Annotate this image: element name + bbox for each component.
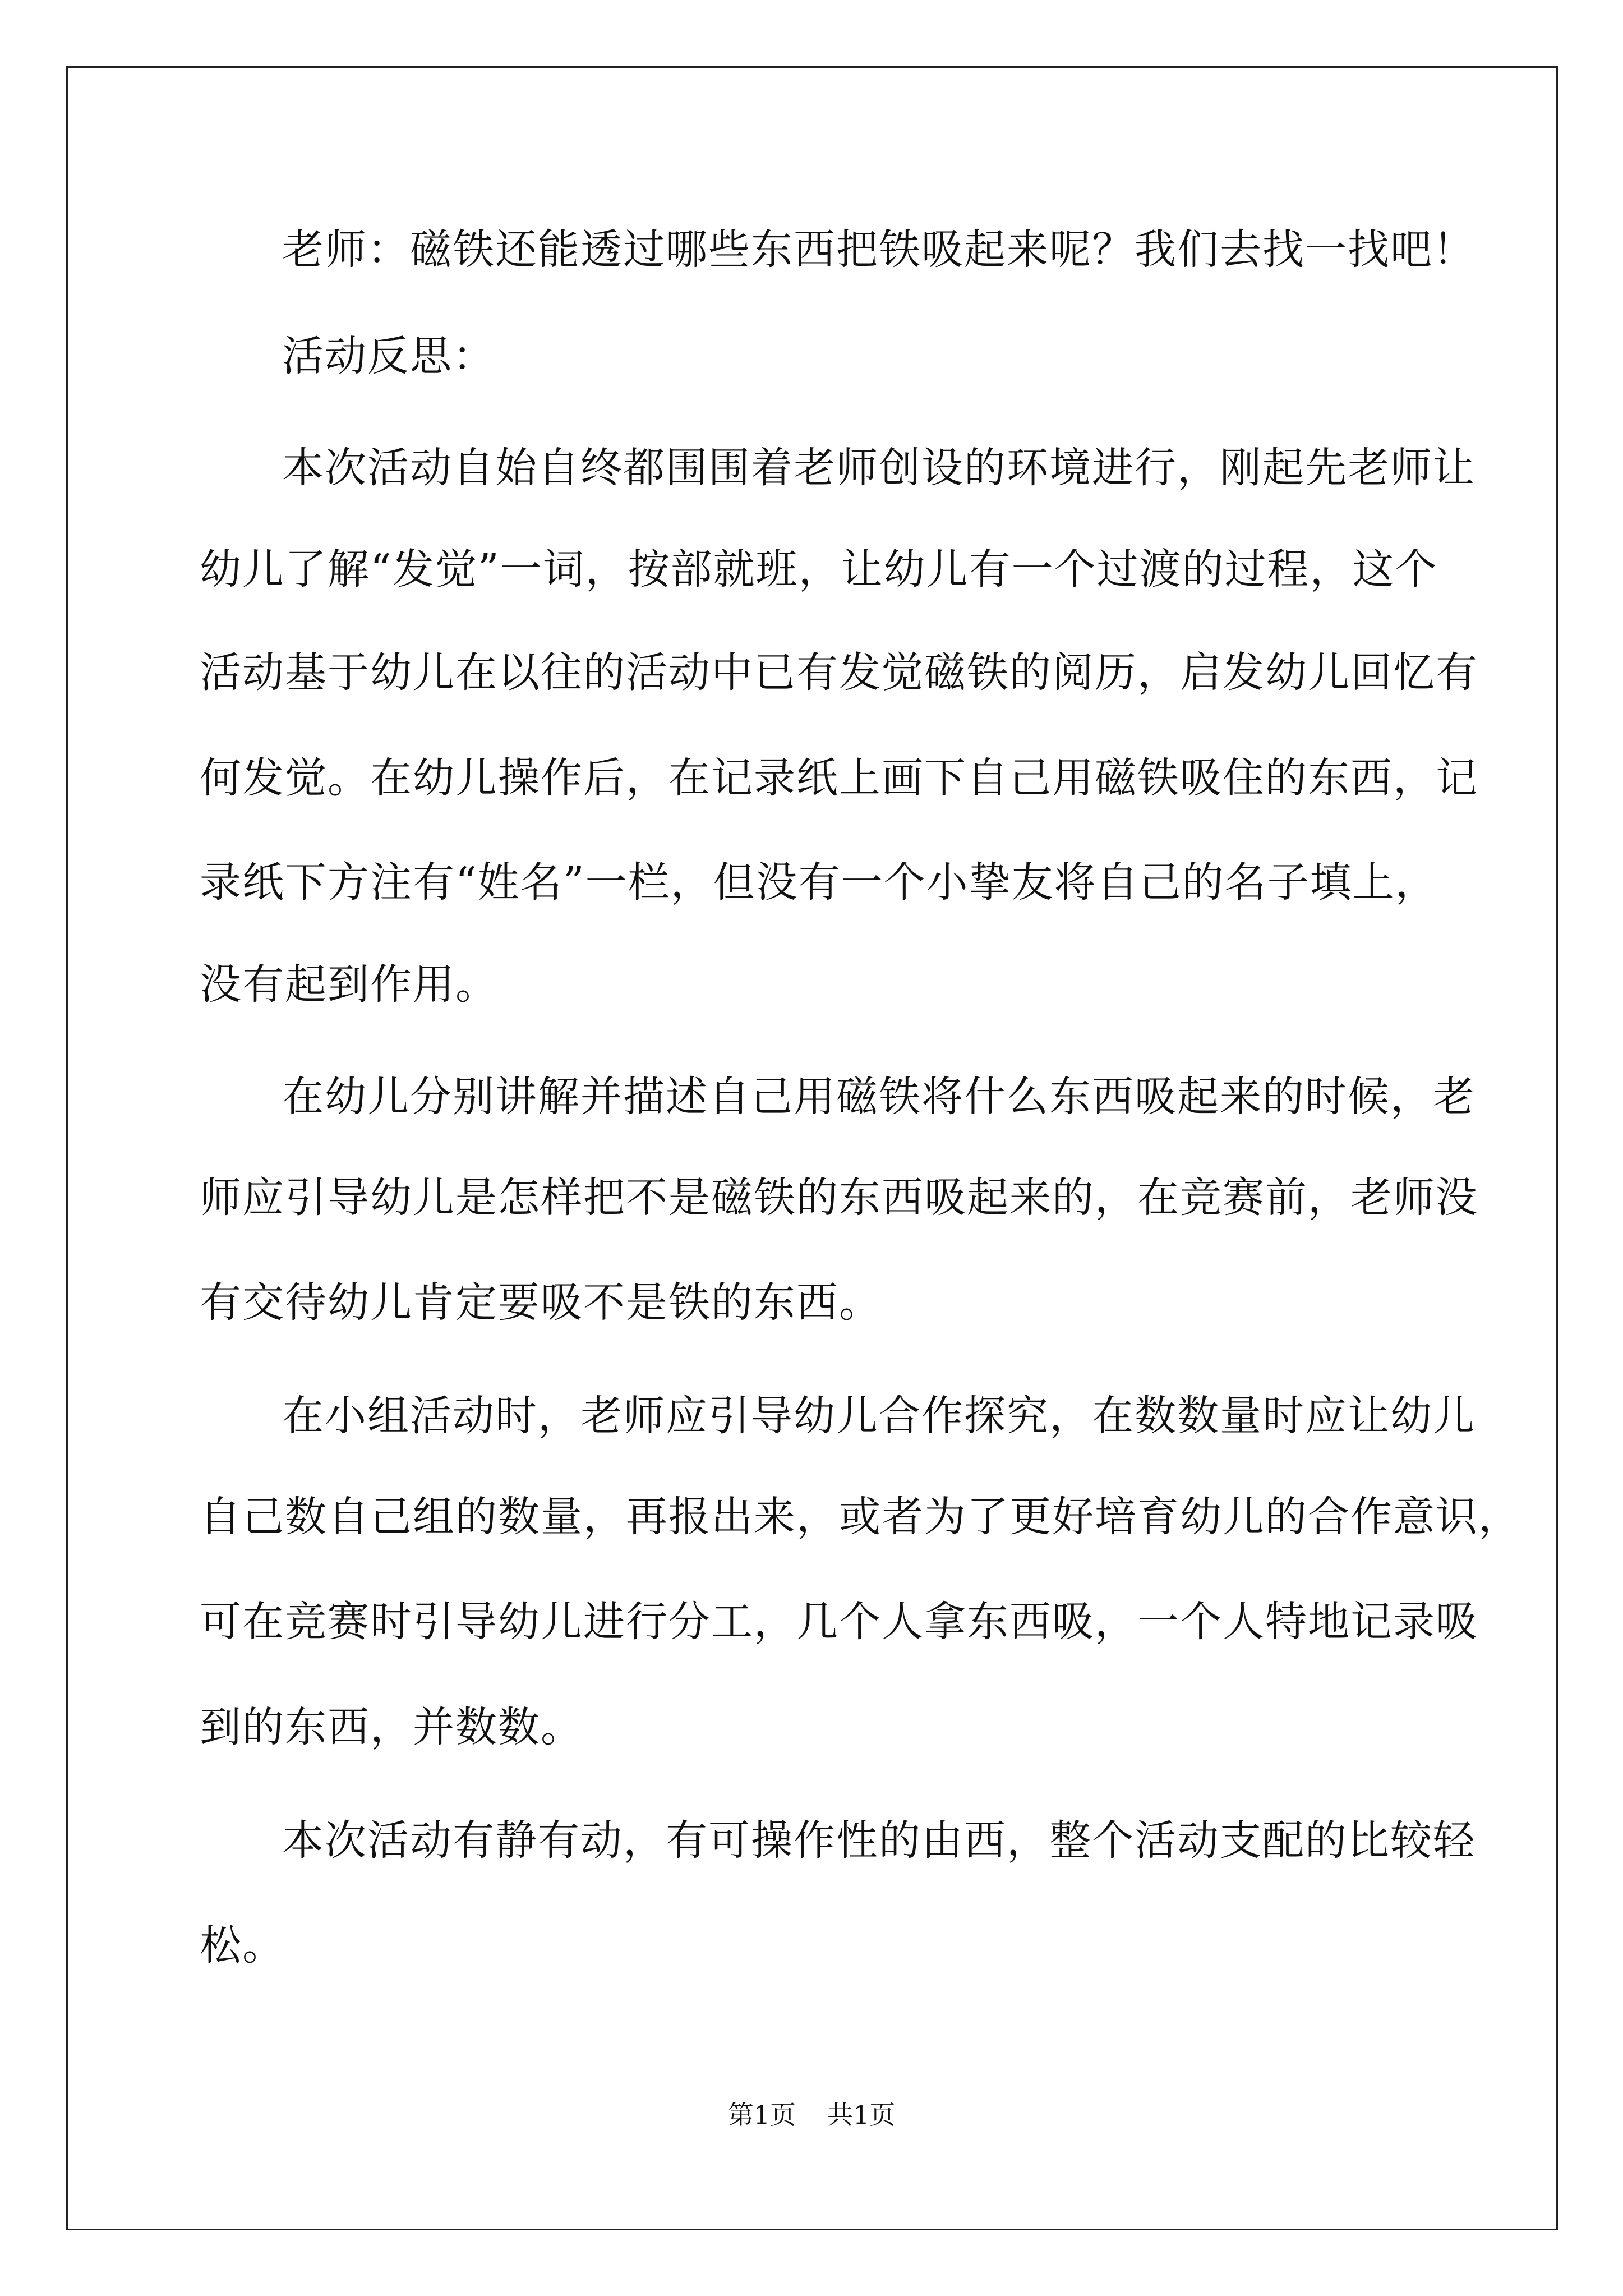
paragraph-line: 师应引导幼儿是怎样把不是磁铁的东西吸起来的，在竞赛前，老师没 xyxy=(200,1174,1478,1222)
paragraph-line: 幼儿了解“发觉”一词，按部就班，让幼儿有一个过渡的过程，这个 xyxy=(200,545,1438,593)
paragraph-line: 在幼儿分别讲解并描述自己用磁铁将什么东西吸起来的时候，老 xyxy=(282,1073,1476,1121)
paragraph-line: 老师：磁铁还能透过哪些东西把铁吸起来呢？我们去找一找吧！ xyxy=(282,226,1476,274)
paragraph-line: 可在竞赛时引导幼儿进行分工，几个人拿东西吸，一个人特地记录吸 xyxy=(200,1598,1478,1646)
paragraph-line: 活动基于幼儿在以往的活动中已有发觉磁铁的阅历，启发幼儿回忆有 xyxy=(200,648,1478,697)
page-total: 共1页 xyxy=(827,2100,896,2130)
page-border xyxy=(66,66,1558,2230)
paragraph-line: 在小组活动时，老师应引导幼儿合作探究，在数数量时应让幼儿 xyxy=(282,1392,1476,1440)
paragraph-line: 到的东西，并数数。 xyxy=(200,1703,583,1751)
paragraph-line: 本次活动有静有动，有可操作性的由西，整个活动支配的比较轻 xyxy=(282,1816,1476,1865)
paragraph-line: 何发觉。在幼儿操作后，在记录纸上画下自己用磁铁吸住的东西，记 xyxy=(200,754,1478,802)
paragraph-line: 松。 xyxy=(200,1921,285,1970)
paragraph-line: 本次活动自始自终都围围着老师创设的环境进行，刚起先老师让 xyxy=(282,444,1476,492)
page-number: 第1页 xyxy=(727,2100,796,2130)
page-footer xyxy=(0,2098,1623,2132)
paragraph-line: 有交待幼儿肯定要吸不是铁的东西。 xyxy=(200,1278,882,1327)
paragraph-line: 自己数自己组的数量，再报出来，或者为了更好培育幼儿的合作意识， xyxy=(200,1493,1521,1541)
paragraph-line: 录纸下方注有“姓名”一栏，但没有一个小挚友将自己的名子填上， xyxy=(200,858,1438,907)
paragraph-line: 没有起到作用。 xyxy=(200,960,498,1009)
paragraph-line: 活动反思： xyxy=(282,332,495,380)
